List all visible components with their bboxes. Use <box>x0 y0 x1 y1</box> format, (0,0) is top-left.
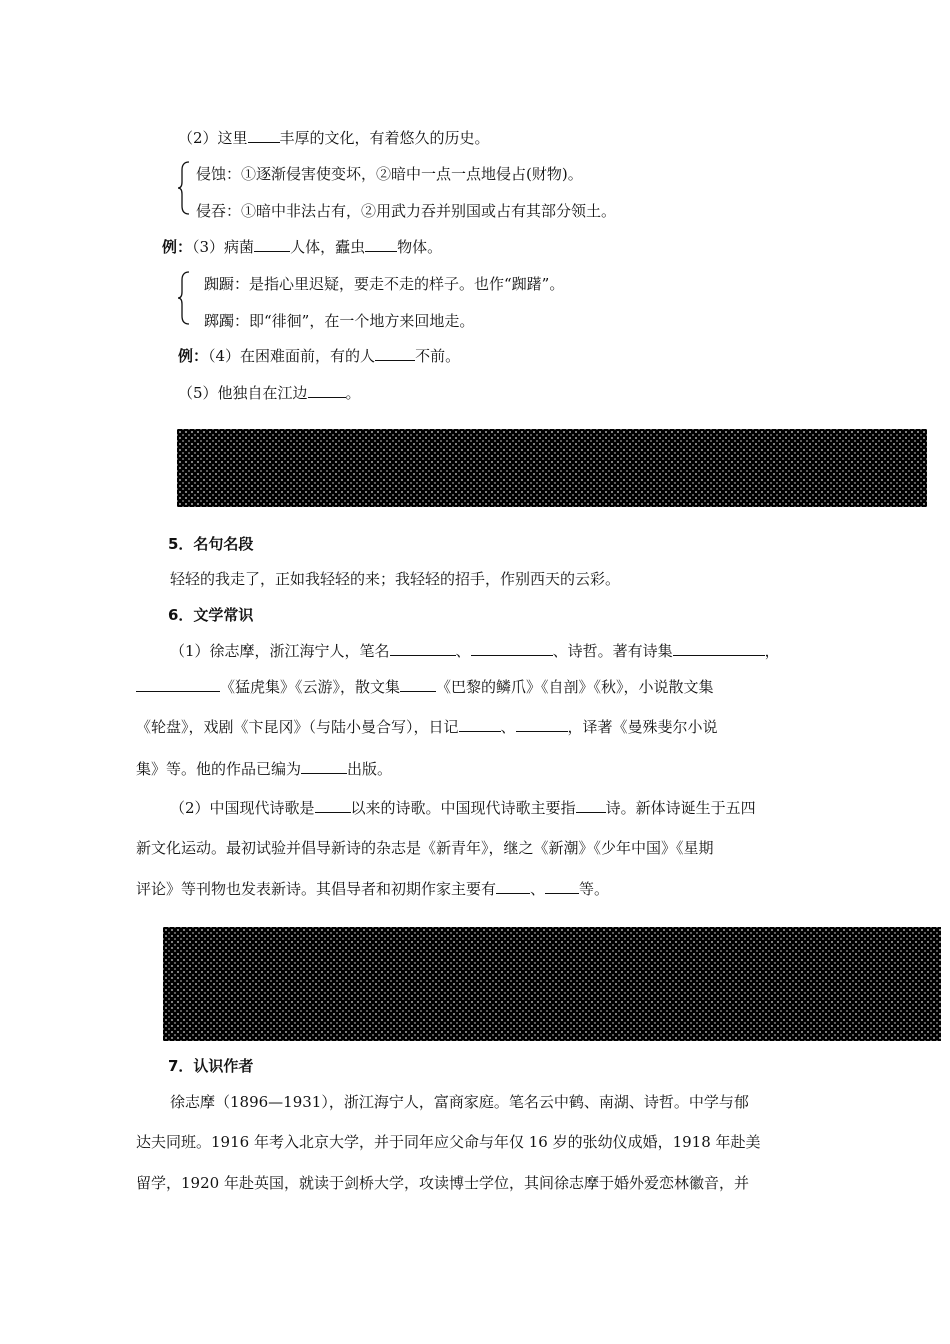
blank <box>400 677 436 692</box>
blank <box>301 759 347 774</box>
text: （1）徐志摩，浙江海宁人，笔名 <box>170 642 390 660</box>
curly-brace-icon <box>177 160 191 216</box>
question-4-text-b: 不前。 <box>415 347 461 365</box>
definition-zhizhu: 踯躅：即“徘徊”，在一个地方来回地走。 <box>204 312 475 330</box>
definition-qintun: 侵吞：①暗中非法占有，②用武力吞并别国或占有其部分领土。 <box>196 202 617 220</box>
literary-knowledge-p2-line3 <box>136 879 609 899</box>
example-4 <box>178 346 460 366</box>
text: 《轮盘》，戏剧《卞昆冈》（与陆小曼合写），日记 <box>136 718 459 736</box>
text: 、 <box>455 642 471 660</box>
blank <box>576 798 606 813</box>
question-5-text-a: （5）他独自在江边 <box>178 384 308 402</box>
blank <box>254 237 290 252</box>
blank <box>545 879 579 894</box>
example-label: 例： <box>162 238 193 256</box>
text: 诗。新体诗诞生于五四 <box>605 799 756 817</box>
question-3-text-a: （3）病菌 <box>192 238 255 256</box>
blank <box>390 641 456 656</box>
text: 《巴黎的鳞爪》《自剖》《秋》，小说散文集 <box>436 678 714 696</box>
example-3 <box>162 237 442 257</box>
question-2-text-b: 丰厚的文化，有着悠久的历史。 <box>279 129 490 147</box>
text: 集》等。他的作品已编为 <box>136 760 302 778</box>
section-6-heading: 6．文学常识 <box>168 606 254 624</box>
question-5-text-b: 。 <box>345 384 361 402</box>
literary-knowledge-p1-line1 <box>170 641 780 661</box>
author-bio-line3: 留学，1920 年赴英国，就读于剑桥大学，攻读博士学位，其间徐志摩于婚外爱恋林徽音，并 <box>136 1174 749 1192</box>
text: 、 <box>530 880 546 898</box>
redacted-block <box>163 927 941 1041</box>
blank <box>315 798 351 813</box>
author-bio-line1: 徐志摩（1896—1931），浙江海宁人，富商家庭。笔名云中鹤、南湖、诗哲。中学与郁 <box>170 1093 749 1111</box>
blank <box>459 717 501 732</box>
text: ， <box>764 642 780 660</box>
text: （2）中国现代诗歌是 <box>170 799 315 817</box>
question-2 <box>178 128 490 148</box>
text: 《猛虎集》《云游》，散文集 <box>220 678 401 696</box>
blank <box>136 677 220 692</box>
curly-brace-icon <box>177 270 191 326</box>
blank <box>365 237 397 252</box>
question-3-text-b: 人体，蠹虫 <box>290 238 366 256</box>
blank <box>516 717 568 732</box>
text: 、 <box>500 718 516 736</box>
blank <box>308 383 346 398</box>
blank <box>471 641 553 656</box>
literary-knowledge-p1-line3 <box>136 717 718 737</box>
example-label: 例： <box>178 347 209 365</box>
question-4-text-a: （4）在困难面前，有的人 <box>208 347 376 365</box>
definition-qinshi: 侵蚀：①逐渐侵害使变坏，②暗中一点一点地侵占(财物)。 <box>196 165 583 183</box>
literary-knowledge-p1-line2 <box>136 677 714 697</box>
blank <box>673 641 765 656</box>
text: 等。 <box>579 880 610 898</box>
author-bio-line2: 达夫同班。1916 年考入北京大学，并于同年应父命与年仅 16 岁的张幼仪成婚，1918 年赴美 <box>136 1133 761 1151</box>
text: 出版。 <box>347 760 393 778</box>
section-7-heading: 7．认识作者 <box>168 1057 254 1075</box>
text: 、诗哲。著有诗集 <box>552 642 673 660</box>
question-5 <box>178 383 361 403</box>
literary-knowledge-p2-line1 <box>170 798 756 818</box>
blank <box>248 128 280 143</box>
definition-chichu: 踟蹰：是指心里迟疑，要走不走的样子。也作“踟躇”。 <box>204 275 565 293</box>
text: ，译著《曼殊斐尔小说 <box>567 718 718 736</box>
blank <box>375 346 415 361</box>
text: 以来的诗歌。中国现代诗歌主要指 <box>350 799 576 817</box>
redacted-block <box>177 429 927 507</box>
text: 评论》等刊物也发表新诗。其倡导者和初期作家主要有 <box>136 880 497 898</box>
question-2-text-a: （2）这里 <box>178 129 248 147</box>
blank <box>496 879 530 894</box>
question-3-text-c: 物体。 <box>397 238 443 256</box>
literary-knowledge-p1-line4 <box>136 759 392 779</box>
section-5-heading: 5．名句名段 <box>168 535 254 553</box>
literary-knowledge-p2-line2: 新文化运动。最初试验并倡导新诗的杂志是《新青年》，继之《新潮》《少年中国》《星期 <box>136 839 714 857</box>
famous-quote: 轻轻的我走了，正如我轻轻的来；我轻轻的招手，作别西天的云彩。 <box>170 570 621 588</box>
